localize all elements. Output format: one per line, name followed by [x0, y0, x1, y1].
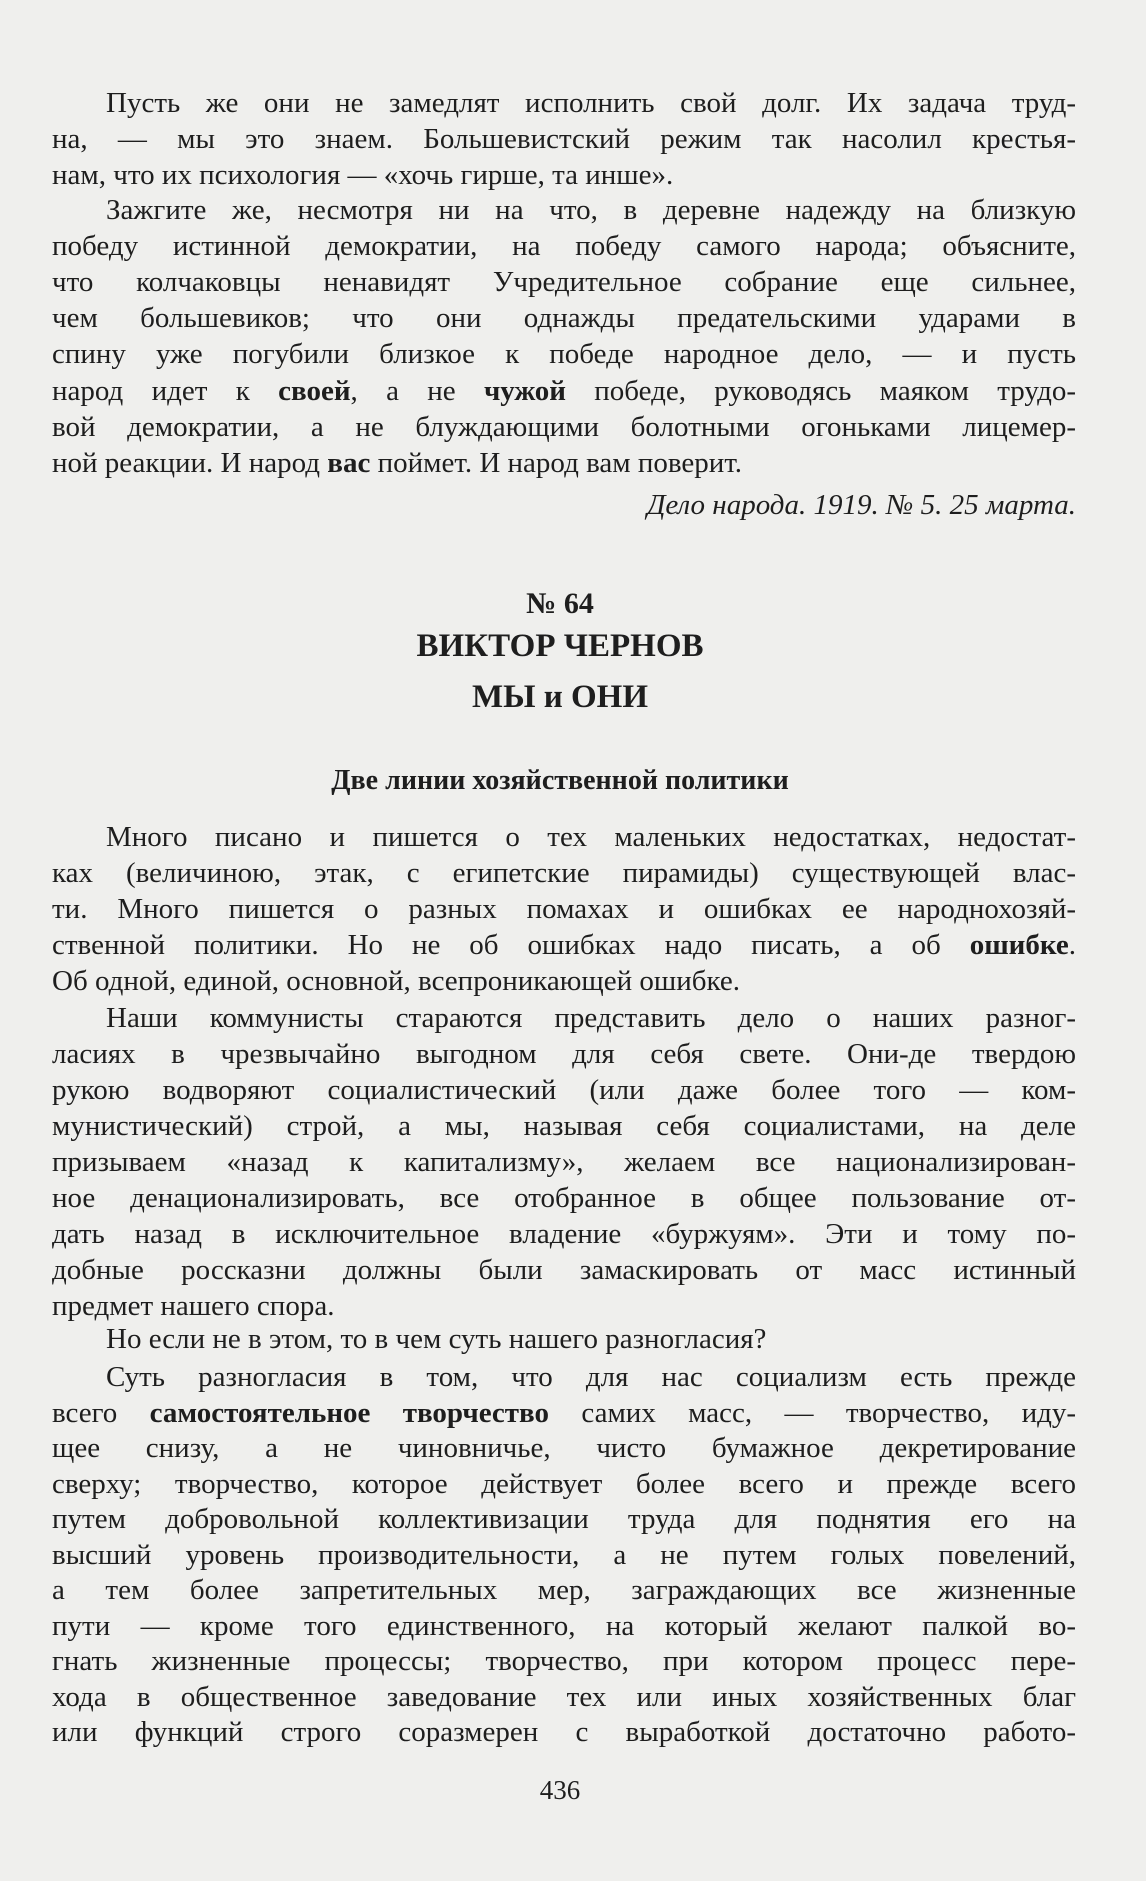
text-segment: путем добровольной коллективизации труда для поднятия его на: [52, 1503, 1076, 1535]
bold-text: чужой: [483, 375, 566, 407]
text-segment: высший уровень производительности, а не путем голых повелений,: [52, 1539, 1076, 1571]
text-segment: чем большевиков; что они однажды предательскими ударами в: [52, 302, 1076, 334]
text-line: [52, 1252, 1076, 1288]
text-line: [52, 373, 1076, 409]
article-subtitle: Две линии хозяйственной политики: [331, 765, 789, 796]
text-line: [52, 1679, 1076, 1715]
text-line: [52, 1036, 1076, 1072]
bold-text: самостоятельное творчество: [149, 1397, 550, 1429]
text-line: [52, 891, 1076, 927]
text-line: [52, 1395, 1076, 1431]
text-line: [106, 1359, 1076, 1395]
text-segment: щее снизу, а не чиновничье, чисто бумажное декретирование: [52, 1432, 1076, 1464]
text-segment: что колчаковцы ненавидят Учредительное собрание еще сильнее,: [52, 266, 1076, 298]
text-line: [52, 1643, 1076, 1679]
text-segment: вой демократии, а не блуждающими болотными огоньками лицемер-: [52, 411, 1076, 443]
text-line: [106, 85, 1076, 121]
text-line: [52, 1072, 1076, 1108]
source-citation: Дело народа. 1919. № 5. 25 марта.: [646, 489, 1076, 521]
page-number: 436: [539, 1775, 581, 1805]
text-segment: ласиях в чрезвычайно выгодном для себя свете. Они-де твердою: [52, 1038, 1076, 1070]
text-segment: ках (величиною, этак, с египетские пирамиды) существующей влас-: [52, 857, 1076, 889]
text-segment: рукою водворяют социалистический (или даже более того — ком-: [52, 1074, 1076, 1106]
text-segment: ное денационализировать, все отобранное в общее пользование от-: [52, 1182, 1076, 1214]
text-segment: ти. Много пишется о разных помахах и ошибках ее народнохозяй-: [52, 893, 1076, 925]
text-line: [52, 855, 1076, 891]
text-segment: нам, что их психология — «хочь гирше, та инше».: [52, 159, 674, 191]
text-segment: победу истинной демократии, на победу самого народа; объясните,: [52, 230, 1076, 262]
text-line: [52, 264, 1076, 300]
text-segment: Наши коммунисты стараются представить дело о наших разног-: [106, 1002, 1076, 1034]
text-segment: поймет. И народ вам поверит.: [370, 447, 743, 479]
author-heading: ВИКТОР ЧЕРНОВ: [416, 628, 704, 664]
text-segment: самих масс, — творчество, иду-: [549, 1397, 1076, 1429]
text-line: [106, 192, 1076, 228]
text-segment: а тем более запретительных мер, заграждающих все жизненные: [52, 1574, 1076, 1606]
article-title: МЫ и ОНИ: [471, 679, 649, 715]
text-line: [52, 445, 1076, 481]
text-line: [52, 1216, 1076, 1252]
text-segment: всего: [52, 1397, 150, 1429]
text-line: [52, 121, 1076, 157]
text-segment: Пусть же они не замедлят исполнить свой долг. Их задача труд-: [106, 87, 1076, 119]
text-segment: мунистический) строй, а мы, называя себя социалистами, на деле: [52, 1110, 1076, 1142]
text-line: [106, 819, 1076, 855]
text-line: [52, 228, 1076, 264]
text-segment: призываем «назад к капитализму», желаем все национализирован-: [52, 1146, 1076, 1178]
text-line: [52, 300, 1076, 336]
text-line: [52, 1501, 1076, 1537]
text-segment: , а не: [350, 375, 484, 407]
document-number: № 64: [526, 587, 594, 620]
text-segment: Много писано и пишется о тех маленьких недостатках, недостат-: [106, 821, 1076, 853]
text-line: [52, 1608, 1076, 1644]
text-line: [52, 336, 1076, 372]
text-segment: ной реакции. И народ: [52, 447, 328, 479]
bold-text: ошибке: [969, 929, 1069, 961]
text-line: [52, 1430, 1076, 1466]
text-line: [106, 1321, 1076, 1357]
text-line: [52, 927, 1076, 963]
text-line: [52, 1180, 1076, 1216]
text-segment: .: [1068, 929, 1076, 961]
text-segment: хода в общественное заведование тех или иных хозяйственных благ: [52, 1681, 1076, 1713]
text-line: [52, 1288, 1076, 1324]
bold-text: вас: [327, 447, 371, 479]
text-line: [52, 157, 1076, 193]
text-segment: дать назад в исключительное владение «буржуям». Эти и тому по-: [52, 1218, 1076, 1250]
text-line: [52, 409, 1076, 445]
text-segment: пути — кроме того единственного, на который желают палкой во-: [52, 1610, 1076, 1642]
text-line: [52, 1572, 1076, 1608]
text-segment: добные россказни должны были замаскировать от масс истинный: [52, 1254, 1076, 1286]
text-segment: сверху; творчество, которое действует более всего и прежде всего: [52, 1468, 1076, 1500]
text-line: [52, 1714, 1076, 1750]
text-segment: победе, руководясь маяком трудо-: [565, 375, 1076, 407]
text-segment: на, — мы это знаем. Большевистский режим так насолил крестья-: [52, 123, 1076, 155]
bold-text: своей: [278, 375, 351, 407]
text-segment: Суть разногласия в том, что для нас социализм есть прежде: [106, 1361, 1076, 1393]
text-segment: Зажгите же, несмотря ни на что, в деревне надежду на близкую: [106, 194, 1076, 226]
text-segment: или функций строго соразмерен с выработкой достаточно работо-: [52, 1716, 1076, 1748]
text-segment: Об одной, единой, основной, всепроникающей ошибке.: [52, 965, 740, 997]
text-segment: спину уже погубили близкое к победе народное дело, — и пусть: [52, 338, 1076, 370]
text-line: [52, 1108, 1076, 1144]
text-line: [52, 963, 1076, 999]
text-segment: предмет нашего спора.: [52, 1290, 335, 1322]
text-line: [52, 1537, 1076, 1573]
text-segment: ственной политики. Но не об ошибках надо писать, а об: [52, 929, 970, 961]
text-segment: гнать жизненные процессы; творчество, при котором процесс пере-: [52, 1645, 1076, 1677]
text-segment: народ идет к: [52, 375, 279, 407]
text-line: [106, 1000, 1076, 1036]
text-line: [52, 1144, 1076, 1180]
text-segment: Но если не в этом, то в чем суть нашего разногласия?: [106, 1323, 767, 1355]
text-line: [52, 1466, 1076, 1502]
